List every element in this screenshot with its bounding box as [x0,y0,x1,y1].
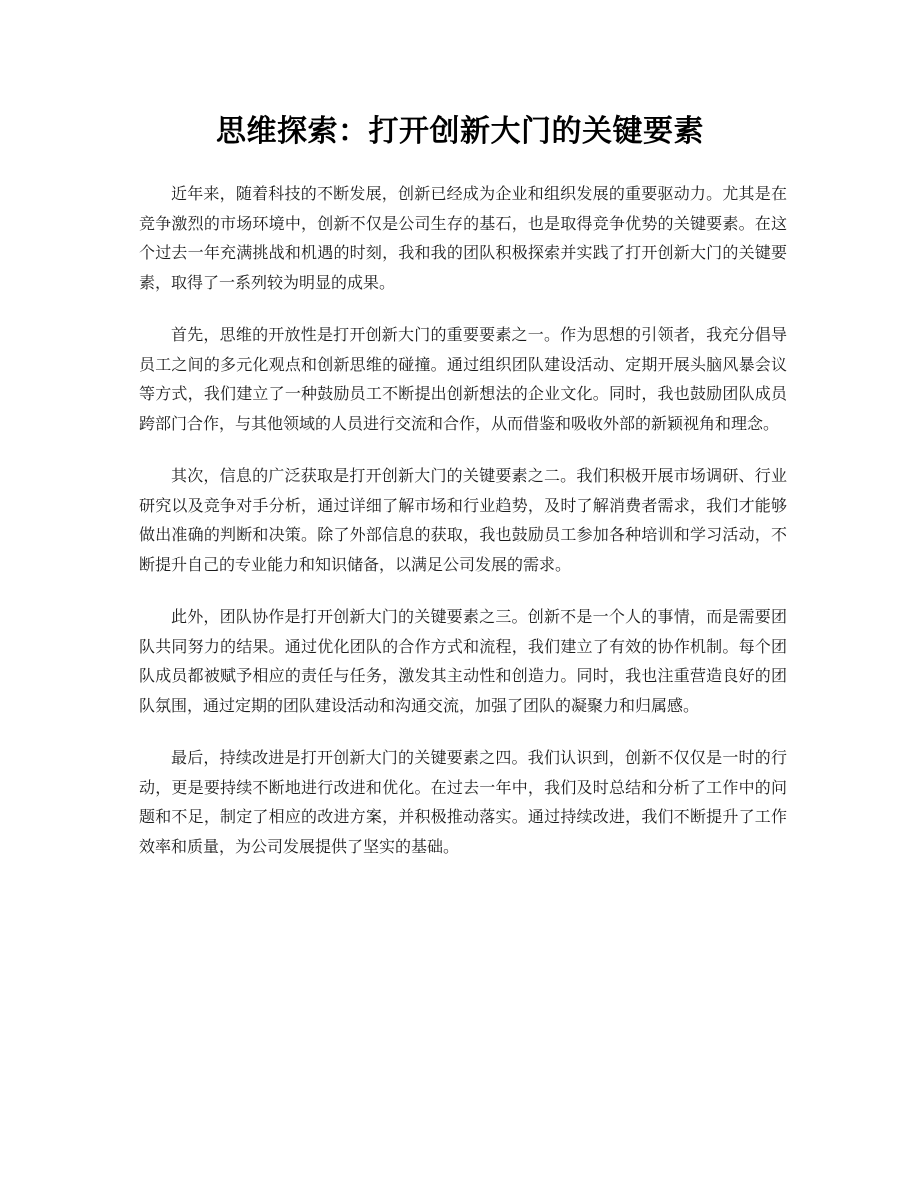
document-body [139,179,787,884]
paragraph-first-element: 首先，思维的开放性是打开创新大门的重要要素之一。作为思想的引领者，我充分倡导员工之间的多元化观点和创新思维的碰撞。通过组织团队建设活动、定期开展头脑风暴会议等方式，我们建立了一种鼓励员工不断提出创新想法的企业文化。同时，我也鼓励团队成员跨部门合作，与其他领域的人员进行交流和合作，从而借鉴和吸收外部的新颖视角和理念。 [139,325,787,433]
paragraph-intro: 近年来，随着科技的不断发展，创新已经成为企业和组织发展的重要驱动力。尤其是在竞争激烈的市场环境中，创新不仅是公司生存的基石，也是取得竞争优势的关键要素。在这个过去一年充满挑战和机遇的时刻，我和我的团队积极探索并实践了打开创新大门的关键要素，取得了一系列较为明显的成果。 [139,184,787,292]
page-title: 思维探索：打开创新大门的关键要素 [216,114,704,149]
paragraph-second-element: 其次，信息的广泛获取是打开创新大门的关键要素之二。我们积极开展市场调研、行业研究以及竞争对手分析，通过详细了解市场和行业趋势，及时了解消费者需求，我们才能够做出准确的判断和决策。除了外部信息的获取，我也鼓励员工参加各种培训和学习活动，不断提升自己的专业能力和知识储备，以满足公司发展的需求。 [139,466,787,574]
paragraph-fourth-element: 最后，持续改进是打开创新大门的关键要素之四。我们认识到，创新不仅仅是一时的行动，更是要持续不断地进行改进和优化。在过去一年中，我们及时总结和分析了工作中的问题和不足，制定了相应的改进方案，并积极推动落实。通过持续改进，我们不断提升了工作效率和质量，为公司发展提供了坚实的基础。 [139,748,787,856]
paragraph-third-element: 此外，团队协作是打开创新大门的关键要素之三。创新不是一个人的事情，而是需要团队共同努力的结果。通过优化团队的合作方式和流程，我们建立了有效的协作机制。每个团队成员都被赋予相应的责任与任务，激发其主动性和创造力。同时，我也注重营造良好的团队氛围，通过定期的团队建设活动和沟通交流，加强了团队的凝聚力和归属感。 [139,607,787,715]
